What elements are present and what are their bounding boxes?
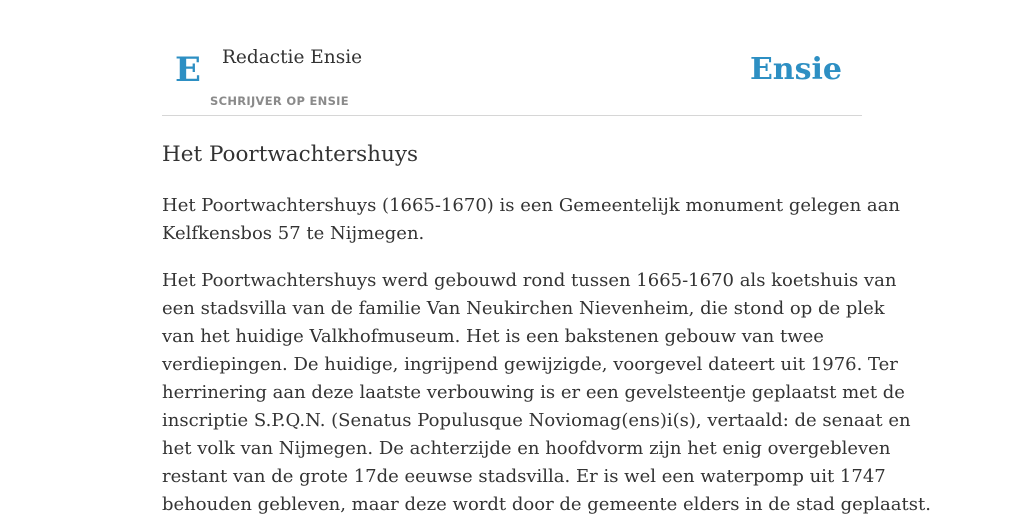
author-role: SCHRIJVER OP ENSIE: [210, 94, 349, 108]
card-header: [162, 0, 862, 116]
paragraph-line: het volk van Nijmegen. De achterzijde en hoofdvorm zijn het enig overgebleven: [162, 438, 891, 459]
paragraph-line: herrinering aan deze laatste verbouwing is er een gevelsteentje geplaatst met de: [162, 382, 905, 403]
article-title: Het Poortwachtershuys: [162, 142, 419, 167]
paragraph-line: behouden gebleven, maar deze wordt door de gemeente elders in de stad geplaatst.: [162, 494, 931, 515]
author-name[interactable]: Redactie Ensie: [222, 47, 363, 68]
article-paragraph: [162, 192, 900, 248]
share-card: [162, 0, 931, 515]
paragraph-line: van het huidige Valkhofmuseum. Het is een bakstenen gebouw van twee: [162, 326, 824, 347]
ensie-logo-icon: E: [175, 50, 201, 90]
paragraph-line: restant van de grote 17de eeuwse stadsvilla. Er is wel een waterpomp uit 1747: [162, 466, 886, 487]
paragraph-line: Het Poortwachtershuys (1665-1670) is een Gemeentelijk monument gelegen aan: [162, 195, 900, 216]
ensie-brand-logo[interactable]: Ensie: [749, 52, 842, 87]
article-paragraph: [162, 267, 931, 519]
paragraph-line: inscriptie S.P.Q.N. (Senatus Populusque Noviomag(ens)i(s), vertaald: de senaat en: [162, 410, 911, 431]
paragraph-line: verdiepingen. De huidige, ingrijpend gewijzigde, voorgevel dateert uit 1976. Ter: [162, 354, 898, 375]
paragraph-line: Het Poortwachtershuys werd gebouwd rond tussen 1665-1670 als koetshuis van: [162, 270, 897, 291]
paragraph-line: Kelfkensbos 57 te Nijmegen.: [162, 223, 425, 244]
paragraph-line: een stadsvilla van de familie Van Neukirchen Nievenheim, die stond op de plek: [162, 298, 885, 319]
